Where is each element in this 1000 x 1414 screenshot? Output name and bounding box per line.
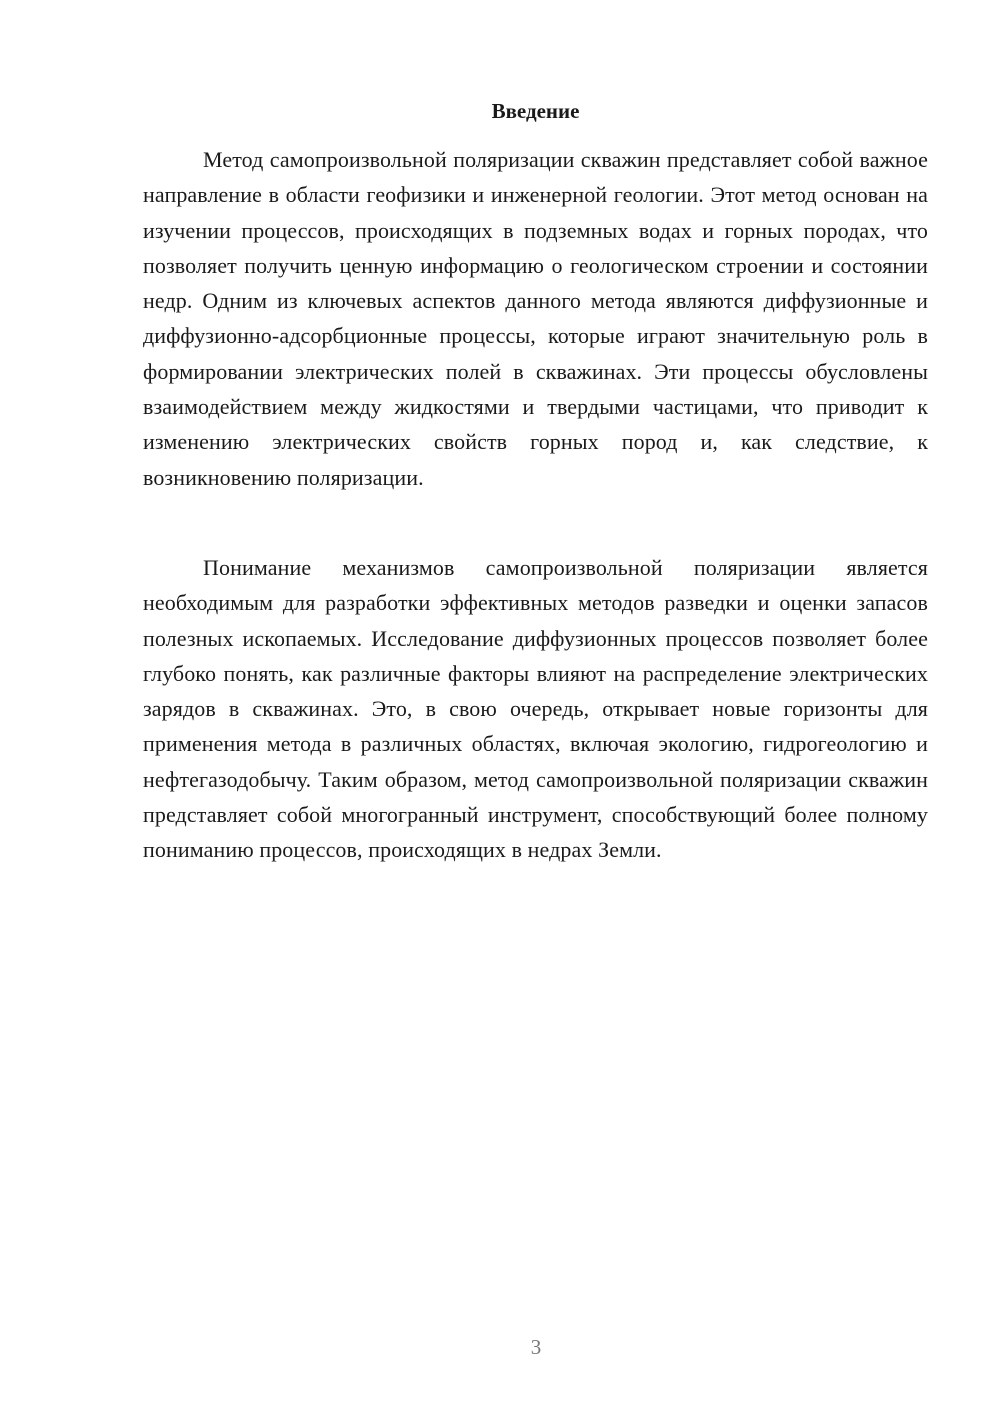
paragraph-2: Понимание механизмов самопроизвольной поляризации является необходимым для разработки эффективных методов разведки и оценки запасов полезных ископаемых. Исследование диффузионных процессов позволяет более глубоко понять, как различные факторы влияют на распределение электрических зарядов в скважинах. Это, в свою очередь, открывает новые горизонты для применения метода в различных областях, включая экологию, гидрогеологию и нефтегазодобычу. Таким образом, метод самопроизвольной поляризации скважин представляет собой многогранный инструмент, способствующий более полному пониманию процессов, происходящих в недрах Земли. — [143, 555, 928, 863]
section-heading: Введение — [491, 99, 580, 123]
paragraph-1: Метод самопроизвольной поляризации скважин представляет собой важное направление в области геофизики и инженерной геологии. Этот метод основан на изучении процессов, происходящих в подземных водах и горных породах, что позволяет получить ценную информацию о геологическом строении и состоянии недр. Одним из ключевых аспектов данного метода являются диффузионные и диффузионно-адсорбционные процессы, которые играют значительную роль в формировании электрических полей в скважинах. Эти процессы обусловлены взаимодействием между жидкостями и твердыми частицами, что приводит к изменению электрических свойств горных пород и, как следствие, к возникновению поляризации. — [143, 147, 928, 490]
page-number: 3 — [530, 1335, 542, 1359]
